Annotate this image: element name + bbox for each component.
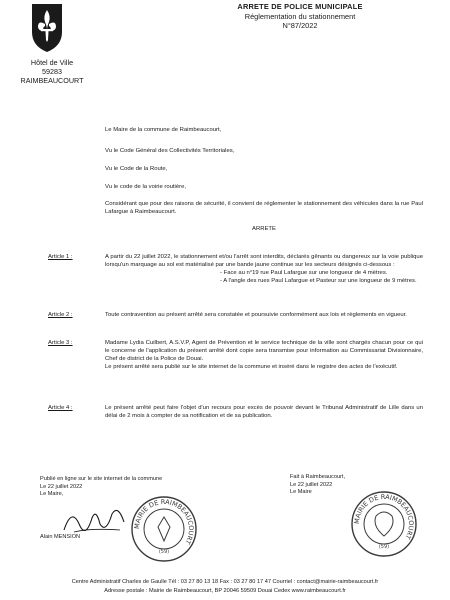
signing-place: Fait à Raimbeaucourt, xyxy=(290,474,346,480)
document-header xyxy=(150,2,450,31)
seal-left-dept: (59) xyxy=(158,549,170,555)
publication-line: Publié en ligne sur le site internet de la commune xyxy=(40,476,163,482)
town-address xyxy=(12,58,92,85)
article-1-paragraph: A partir du 22 juillet 2022, le stationnement et/ou l'arrêt sont interdits, déclarés gênants ou dangereux sur la voie publique lorsqu'un marquage au sol est matérialisé par une bande jaune continue sur les secteurs désignés ci-dessous : xyxy=(105,254,423,268)
document-subtitle: Réglementation du stationnement xyxy=(244,11,356,21)
arrete-heading: ARRETE xyxy=(252,226,276,232)
signing-mayor: Le Maire xyxy=(290,489,312,496)
visa-cgct: Vu le Code Général des Collectivités Territoriales, xyxy=(105,148,235,154)
document-title: ARRETE DE POLICE MUNICIPALE xyxy=(237,2,363,11)
article-4-text: Le présent arrêté peut faire l'objet d'un recours pour excès de pouvoir devant le Tribunal Administratif de Lille dans un délai de 2 mois à compter de sa notification et de sa publication. xyxy=(105,405,423,419)
coat-of-arms-logo xyxy=(30,2,64,54)
article-3-publication: Le présent arrêté sera publié sur le site internet de la commune et inséré dans le registre des actes de l'exécutif. xyxy=(105,363,398,370)
document-number: N°87/2022 xyxy=(282,21,318,30)
article-2-label: Article 2 : xyxy=(48,312,73,318)
article-4-label: Article 4 : xyxy=(48,405,73,411)
considering-paragraph: Considérant que pour des raisons de sécurité, il convient de réglementer le stationnement des véhicules dans la rue Paul Lafargue à Raimbeaucourt. xyxy=(105,201,423,215)
visa-code-route: Vu le Code de la Route, xyxy=(105,166,168,172)
footer-contact: Centre Administratif Charles de Gaulle Tél : 03 27 80 13 18 Fax : 03 27 80 17 47 Courriel : contact@mairie-raimbeaucourt.fr xyxy=(71,579,379,585)
article-3-label: Article 3 : xyxy=(48,340,73,346)
mairie-seal-right xyxy=(350,490,418,558)
seal-right-dept: (59) xyxy=(378,544,390,550)
visa-voirie: Vu le code de la voirie routière, xyxy=(105,184,186,190)
article-1-bullet-2: - A l'angle des rues Paul Lafargue et Pasteur sur une longueur de 9 mètres. xyxy=(220,277,417,284)
town-postcode: 59283 RAIMBEAUCOURT xyxy=(20,67,84,85)
article-1-text xyxy=(105,254,423,286)
preamble-mayor: Le Maire de la commune de Raimbeaucourt, xyxy=(105,127,222,133)
article-1-label: Article 1 : xyxy=(48,254,73,260)
seal-left-ring-text: MAIRIE DE RAIMBEAUCOURT xyxy=(132,497,196,546)
mayor-signature xyxy=(60,500,130,540)
mayor-name: Alain MENSION xyxy=(40,534,81,540)
article-3-paragraph: Madame Lydia Cuilbert, A.S.V.P, Agent de Prévention et le service technique de la ville sont chargés chacun pour ce qui le concerne de l'application du présent arrêté dont copie sera transmise pour information au Commissariat Divisionnaire, Chef de district de la Police de Douai. xyxy=(105,340,423,362)
article-3-text xyxy=(105,340,423,372)
town-hall-label: Hôtel de Ville xyxy=(30,58,74,67)
article-1-bullet-1: - Face au n°19 rue Paul Lafargue sur une longueur de 4 mètres. xyxy=(220,269,388,276)
seal-right-ring-text: MAIRIE DE RAIMBEAUCOURT xyxy=(352,492,416,541)
mairie-seal-left xyxy=(130,495,198,563)
footer-postal: Adresse postale : Mairie de Raimbeaucourt, BP 20046 59509 Douai Cedex www.raimbeaucourt.fr xyxy=(104,588,346,594)
article-2-text: Toute contravention au présent arrêté sera constatée et poursuivie conformément aux lois et règlements en vigueur. xyxy=(105,312,407,318)
publication-mayor: Le Maire, xyxy=(40,491,64,498)
publication-date: Le 22 juillet 2022 xyxy=(40,483,83,490)
signing-date: Le 22 juillet 2022 xyxy=(290,481,333,488)
